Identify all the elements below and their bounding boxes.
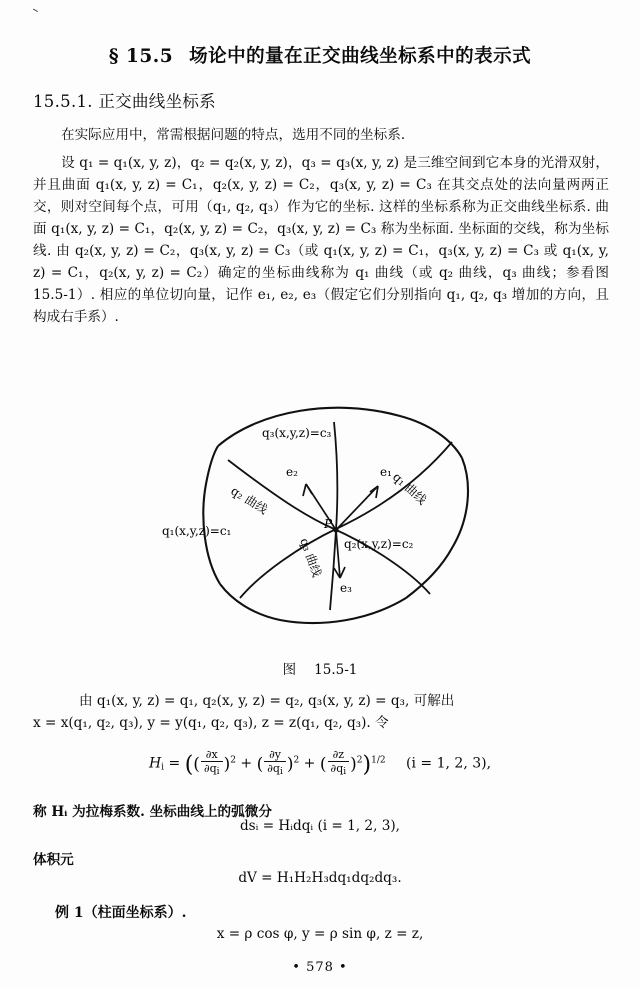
paren-inner-close-2: ) bbox=[286, 754, 294, 775]
label-q3-curve: q₃ 曲线 bbox=[297, 536, 325, 579]
exp-2b: 2 bbox=[293, 755, 300, 766]
corner-pen-mark: ᐠ bbox=[31, 5, 42, 22]
formula-h-symbol: H bbox=[148, 755, 162, 772]
patch-edge-left bbox=[203, 446, 220, 584]
line-lame-coefficient-name: 称 Hᵢ 为拉梅系数. 坐标曲线上的弧微分 bbox=[33, 804, 272, 820]
label-e1: e₁ bbox=[380, 465, 392, 479]
plus-2: + bbox=[303, 755, 320, 772]
q3-curve-path bbox=[330, 422, 337, 610]
label-q3-surface: q₃(x,y,z)=c₃ bbox=[262, 426, 332, 440]
paren-inner-close-1: ) bbox=[223, 754, 231, 775]
formula-arc-differential: dsᵢ = Hᵢdqᵢ (i = 1, 2, 3), bbox=[239, 818, 401, 834]
page-number: • 578 • bbox=[292, 960, 348, 975]
paren-inner-open-1: ( bbox=[193, 754, 200, 775]
paragraph-solve bbox=[33, 690, 609, 712]
paren-outer-close: ) bbox=[362, 752, 372, 778]
exp-2a: 2 bbox=[230, 755, 236, 766]
plus-1: + bbox=[240, 755, 257, 772]
label-q1-surface: q₁(x,y,z)=c₁ bbox=[162, 524, 232, 538]
subsection-heading: 15.5.1. 正交曲线坐标系 bbox=[33, 92, 216, 111]
section-title-text: 场论中的量在正交曲线坐标系中的表示式 bbox=[189, 46, 532, 67]
figure-caption bbox=[0, 658, 640, 678]
vector-e1 bbox=[336, 486, 378, 530]
patch-edge-top bbox=[218, 408, 462, 458]
paragraph-definition bbox=[33, 152, 609, 328]
paren-inner-open-3: ( bbox=[319, 754, 327, 775]
label-e2: e₂ bbox=[286, 465, 298, 479]
figure-caption-label: 图 bbox=[282, 662, 297, 678]
label-e3: e₃ bbox=[340, 581, 352, 595]
paragraph-solution-text: x = x(q₁, q₂, q₃), y = y(q₁, q₂, q₃), z = z(q₁, q₂, q₃). 令 bbox=[33, 715, 389, 731]
exp-half: 1/2 bbox=[371, 755, 386, 766]
frac-dx-dq: $\frac{\partial x}{\partial q_i}$ bbox=[201, 748, 223, 779]
formula-cylindrical-coordinates: x = ρ cos φ, y = ρ sin φ, z = z, bbox=[216, 926, 424, 942]
formula-lame-coefficient bbox=[0, 748, 640, 779]
formula-range: (i = 1, 2, 3), bbox=[406, 755, 492, 772]
figure-svg bbox=[100, 388, 550, 658]
paragraph-intro bbox=[33, 124, 609, 146]
paren-outer-open: ( bbox=[184, 752, 194, 778]
figure-orthogonal-curvilinear bbox=[100, 388, 550, 658]
frac-dz-dq: $\frac{\partial z}{\partial q_i}$ bbox=[328, 748, 350, 779]
label-q2-surface: q₂(x,y,z)=c₂ bbox=[344, 537, 414, 551]
example-heading: 例 1（柱面坐标系）. bbox=[55, 905, 187, 921]
frac-dy-dq: $\frac{\partial y}{\partial q_i}$ bbox=[264, 748, 286, 779]
formula-volume-element: dV = H₁H₂H₃dq₁dq₂dq₃. bbox=[238, 870, 402, 886]
paren-inner-open-2: ( bbox=[256, 754, 264, 775]
figure-caption-number: 15.5-1 bbox=[314, 662, 358, 678]
paragraph-definition-text: 设 q₁ = q₁(x, y, z)，q₂ = q₂(x, y, z)，q₃ = q₃(x, y, z) 是三维空间到它本身的光滑双射，并且曲面 q₁(x, y, z) = C₁，q₂(x, y, z) = C₂，q₃(x, y, z) = C₃ 在其交点处的法向量两两正交，则对空间每个点，可用（q₁, q₂, q₃）作为它的坐标. 这样的坐标系称为正交曲线坐标系. 曲面 q₁(x, y, z) = C₁，q₂(x, y, z) = C₂，q₃(x, y, z) = C₃ 称为坐标面. 坐标面的交线，称为坐标线. 由 q₂(x, y, z) = C₂，q₃(x, y, z) = C₃（或 q₁(x, y, z) = C₁，q₃(x, y, z) = C₃ 或 q₁(x, y, z) = C₁，q₂(x, y, z) = C₂）确定的坐标曲线称为 q₁ 曲线（或 q₂ 曲线，q₃ 曲线；参看图 15.5-1）. 相应的单位切向量，记作 e₁, e₂, e₃（假定它们分别指向 q₁, q₂, q₃ 增加的方向，且构成右手系）. bbox=[33, 155, 609, 325]
label-volume-element: 体积元 bbox=[33, 852, 74, 868]
label-q1-curve: q₁ 曲线 bbox=[389, 469, 430, 508]
label-point-p: P bbox=[324, 517, 333, 531]
formula-h-index: i bbox=[161, 762, 165, 773]
paragraph-intro-text: 在实际应用中，常需根据问题的特点，选用不同的坐标系. bbox=[61, 127, 406, 143]
label-q2-curve: q₂ 曲线 bbox=[228, 483, 271, 517]
paragraph-solution bbox=[33, 712, 609, 734]
paragraph-solve-text: 由 q₁(x, y, z) = q₁, q₂(x, y, z) = q₂, q₃(x, y, z) = q₃, 可解出 bbox=[79, 693, 455, 709]
exp-2c: 2 bbox=[356, 755, 363, 766]
paren-inner-close-3: ) bbox=[350, 754, 357, 775]
formula-equals: = bbox=[168, 755, 185, 772]
section-number: § 15.5 bbox=[108, 46, 174, 67]
page-title bbox=[0, 42, 640, 68]
point-p-dot bbox=[333, 527, 338, 532]
